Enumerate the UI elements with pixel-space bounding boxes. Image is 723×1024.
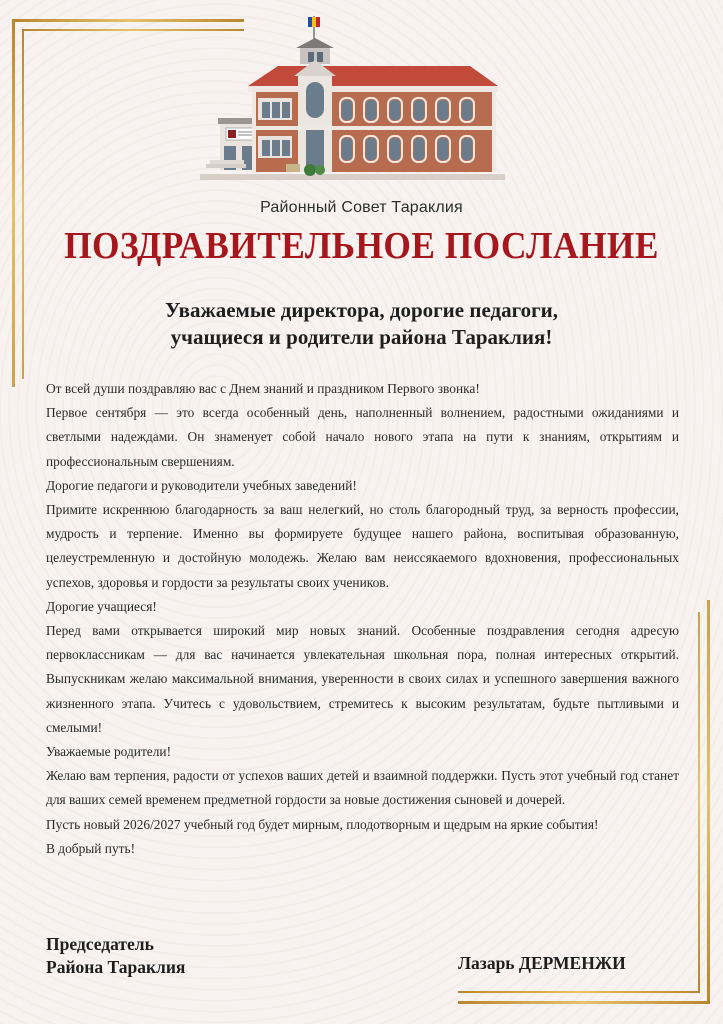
paragraph: Дорогие педагоги и руководители учебных заведений!	[46, 477, 357, 493]
paragraph: От всей души поздравляю вас с Днем знаний и праздником Первого звонка!	[46, 381, 480, 396]
position-line-2: Района Тараклия	[46, 957, 186, 977]
paragraph: Примите искреннюю благодарность за ваш нелегкий, но столь благородный труд, за верность профессии, мудрость и терпение. Именно вы формируете будущее нашего района, воспитывая образованную, целеустремленную и достойную молодежь. Желаю вам неиссякаемого вдохновения, профессиональных успехов, здоровья и гордости за результаты своих учеников.	[46, 502, 679, 590]
document-title: ПОЗДРАВИТЕЛЬНОЕ ПОСЛАНИЕ	[64, 225, 659, 267]
paragraph: Перед вами открывается широкий мир новых знаний. Особенные поздравления сегодня адресую первоклассникам — для вас начинается увлекательная школьная пора, полная интересных открытий. Выпускникам желаю максимальной внимания, уверенности в своих силах и успешного завершения важного жизненного этапа. Учитесь с удовольствием, стремитесь к высоким результатам, будьте пытливыми и смелыми!	[46, 623, 679, 735]
greeting-line-2: учащиеся и родители района Тараклия!	[170, 325, 553, 349]
paragraph: Дорогие учащиеся!	[46, 598, 157, 614]
organization-name: Районный Совет Тараклия	[260, 199, 463, 216]
greeting-heading	[0, 297, 723, 351]
gold-frame-bottom-right-outer	[458, 1001, 710, 1004]
gold-frame-right-inner	[698, 612, 700, 993]
paragraph: В добрый путь!	[46, 840, 136, 856]
greeting-line-1: Уважаемые директора, дорогие педагоги,	[164, 298, 559, 322]
paragraph: Пусть новый 2026/2027 учебный год будет мирным, плодотворным и щедрым на яркие события!	[46, 816, 599, 832]
signatory-position	[46, 933, 185, 979]
paragraph: Уважаемые родители!	[46, 744, 172, 760]
council-building-illustration	[200, 14, 505, 184]
gold-frame-right-outer	[707, 600, 710, 1004]
paragraph: Желаю вам терпения, радости от успехов ваших детей и взаимной поддержки. Пусть этот учебный год станет для ваших семей временем предметной гордости за новые достижения сыновей и дочерей.	[46, 768, 679, 808]
letter-body	[46, 377, 679, 861]
gold-frame-bottom-right-inner	[458, 991, 700, 993]
signatory-name: Лазарь ДЕРМЕНЖИ	[458, 953, 626, 973]
paragraph: Первое сентября — это всегда особенный день, наполненный волнением, радостными ожиданиями и светлыми надеждами. Он знаменует собой начало нового этапа на пути к знаниям, открытиям и профессиональным свершениям.	[46, 405, 679, 469]
position-line-1: Председатель	[46, 934, 154, 954]
